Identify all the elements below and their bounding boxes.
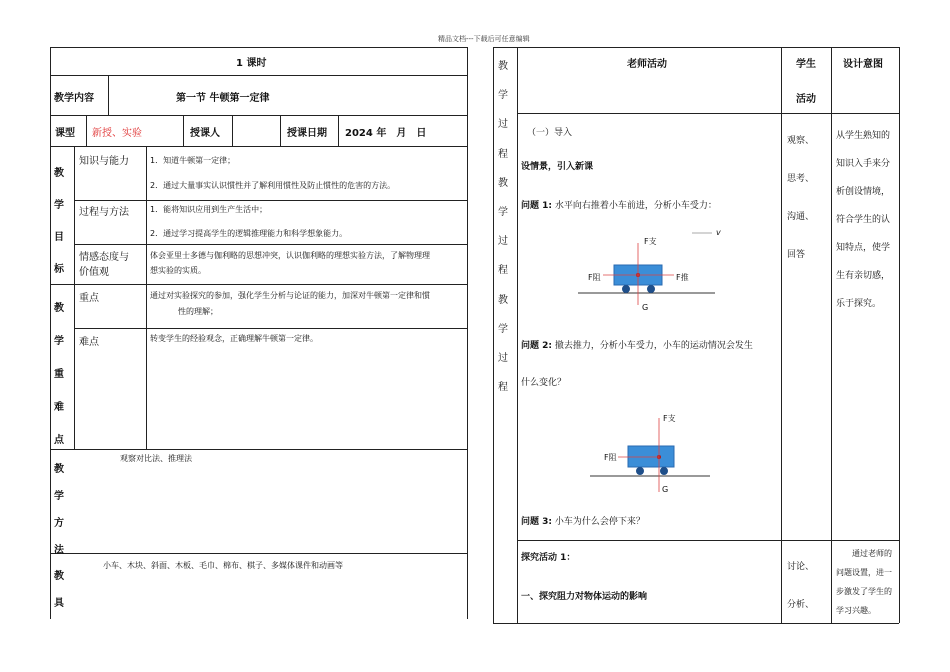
teacher-label: 授课人: [190, 128, 220, 139]
diagram2-support: F支: [663, 414, 676, 423]
student-activity: 思考、: [787, 174, 815, 184]
student-activities: [787, 122, 814, 274]
content-label: 教学内容: [54, 93, 94, 104]
student-activity: 回答: [787, 250, 806, 260]
student-activity: 讨论、: [787, 562, 815, 572]
header-student-2: 活动: [796, 94, 816, 105]
question-1: [521, 198, 717, 211]
explore-title: 一、探究阻力对物体运动的影响: [521, 592, 648, 602]
date-label: 授课日期: [287, 128, 327, 139]
tools-char: 具: [54, 598, 64, 609]
student-activity: 沟通、: [787, 212, 815, 222]
question-3-text: 小车为什么会停下来？: [554, 517, 645, 527]
question-3: [521, 514, 645, 527]
key-label: 重点: [79, 293, 99, 304]
process-char: 学: [498, 207, 508, 219]
student-activity: 观察、: [787, 136, 815, 146]
method-label: [54, 456, 68, 564]
question-2-label: 问题 2:: [521, 341, 552, 351]
design-intent: [836, 122, 890, 318]
student-activity: 分析、: [787, 600, 815, 610]
process-item: 1．能将知识应用到生产生活中；: [150, 205, 268, 214]
tools-char: 教: [54, 571, 64, 582]
keypoints-char: 学: [54, 336, 64, 347]
type-label: 课型: [55, 128, 75, 139]
keypoints-char: 教: [54, 303, 64, 314]
student-activities-2: [787, 548, 814, 624]
design-line: 步激发了学生的: [836, 587, 892, 596]
design-line: 符合学生的认: [836, 215, 891, 225]
keypoints-char: 难: [54, 402, 64, 413]
attitude-text: 体会亚里士多德与伽利略的思想冲突，认识伽利略的理想实验方法，了解物理理: [150, 251, 430, 260]
design-line: 乐于探究。: [836, 299, 882, 309]
question-3-label: 问题 3:: [521, 517, 552, 527]
method-text: 观察对比法、推理法: [120, 454, 192, 463]
type-value: 新授、实验: [92, 128, 142, 139]
goals-char: 教: [54, 168, 64, 179]
process-char: 过: [498, 119, 508, 131]
attitude-label-2: 价值观: [79, 267, 109, 278]
design-line: 生有亲切感，: [836, 271, 891, 281]
key-text-2: 性的理解；: [178, 307, 218, 316]
tools-label: [54, 563, 68, 617]
goals-char: 标: [54, 264, 64, 275]
question-1-label: 问题 1:: [521, 201, 552, 211]
process-char: 过: [498, 236, 508, 248]
attitude-label: 情感态度与: [79, 252, 129, 263]
keypoints-label: [54, 292, 68, 457]
design-line: 学习兴趣。: [836, 606, 876, 615]
tools-text: 小车、木块、斜面、木板、毛巾、棉布、棋子、多媒体课件和动画等: [103, 561, 343, 570]
goals-label: [54, 158, 68, 286]
process-item: 2．通过学习提高学生的逻辑推理能力和科学想象能力。: [150, 229, 348, 238]
method-char: 法: [54, 545, 64, 556]
process-char: 程: [498, 265, 508, 277]
method-char: 教: [54, 464, 64, 475]
goals-char: 目: [54, 232, 64, 243]
content-value: 第一节 牛顿第一定律: [176, 93, 270, 104]
intro-text: （一）导入: [527, 128, 573, 138]
process-char: 学: [498, 90, 508, 102]
design-line: 通过老师的: [852, 549, 892, 558]
lesson-duration: 1 课时: [236, 58, 267, 69]
explore-label: 探究活动 1：: [521, 553, 576, 563]
diagram1-support: F支: [644, 237, 657, 246]
design-intent-2: [836, 544, 892, 620]
diagram1-gravity: G: [642, 303, 649, 312]
method-char: 学: [54, 491, 64, 502]
design-line: 问题设置，进一: [836, 568, 892, 577]
process-char: 过: [498, 353, 508, 365]
scenario-text: 设情景，引入新课: [521, 162, 594, 172]
question-2-text-2: 什么变化？: [521, 378, 567, 388]
header-teacher: 老师活动: [627, 59, 667, 70]
keypoints-char: 重: [54, 369, 64, 380]
method-char: 方: [54, 518, 64, 529]
attitude-text-2: 想实验的实质。: [150, 266, 206, 275]
design-line: 析创设情境，: [836, 187, 891, 197]
header-student: 学生: [796, 59, 816, 70]
question-1-text: 水平向右推着小车前进，分析小车受力：: [554, 201, 717, 211]
design-line: 知识入手来分: [836, 159, 891, 169]
process-char: 教: [498, 177, 508, 189]
diagram1-push: F推: [676, 273, 689, 282]
process-char: 程: [498, 148, 508, 160]
process-label: 过程与方法: [79, 207, 129, 218]
knowledge-item: 2．通过大量事实认识惯性并了解利用惯性及防止惯性的危害的方法。: [150, 181, 396, 190]
question-2: [521, 338, 753, 351]
difficulty-label: 难点: [79, 337, 99, 348]
diagram1-friction: F阻: [588, 273, 601, 282]
diagram1-velocity: v: [716, 228, 721, 237]
diagram2-gravity: G: [662, 485, 669, 494]
process-char: 教: [498, 294, 508, 306]
header-design: 设计意图: [843, 59, 883, 70]
process-char: 教: [498, 61, 508, 72]
watermark: 精品文档---下载后可任意编辑: [438, 35, 530, 43]
question-2-text: 撤去推力，分析小车受力，小车的运动情况会发生: [554, 341, 753, 351]
date-value: 2024 年 月 日: [345, 128, 427, 139]
key-text: 通过对实验探究的参加，强化学生分析与论证的能力，加深对牛顿第一定律和惯: [150, 291, 430, 300]
knowledge-item: 1．知道牛顿第一定律；: [150, 156, 236, 165]
knowledge-label: 知识与能力: [79, 156, 129, 167]
diagram2-friction: F阻: [604, 453, 617, 462]
difficulty-text: 转变学生的经验观念，正确理解牛顿第一定律。: [150, 334, 318, 343]
process-char: 学: [498, 323, 508, 335]
process-vertical-label: [498, 52, 512, 402]
design-line: 知特点，使学: [836, 243, 891, 253]
process-char: 程: [498, 382, 508, 394]
goals-char: 学: [54, 200, 64, 211]
keypoints-char: 点: [54, 435, 64, 446]
design-line: 从学生熟知的: [836, 131, 891, 141]
